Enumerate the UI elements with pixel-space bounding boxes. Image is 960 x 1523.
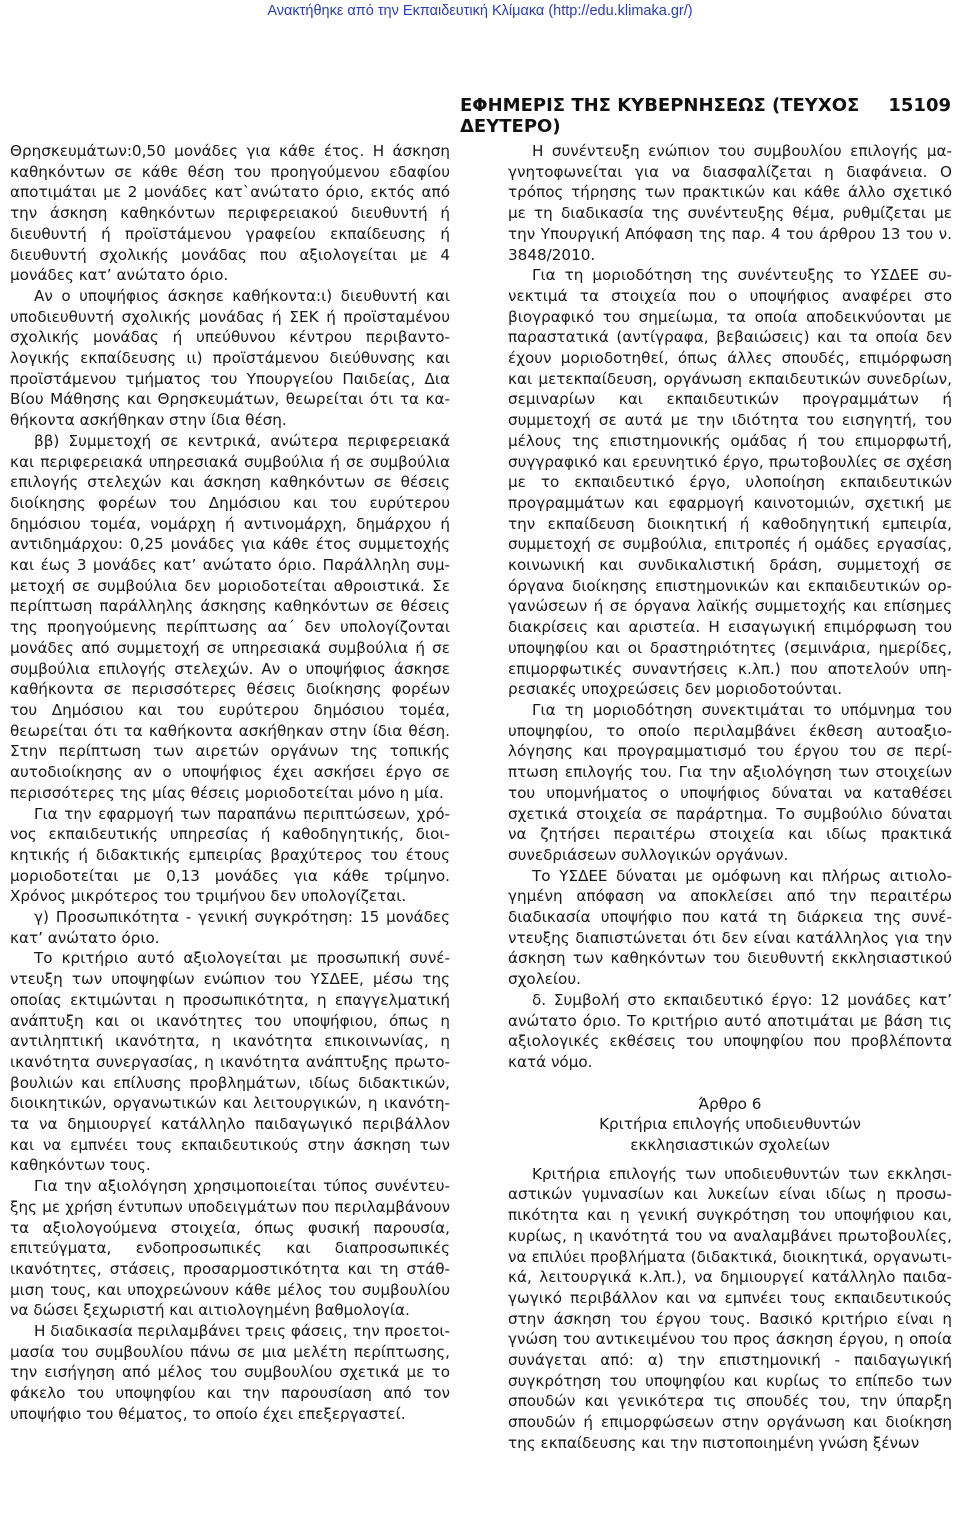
paragraph: Το ΥΣΔΕΕ δύναται με ομόφωνη και πλήρως αιτιολογημένη απόφαση να αποκλείσει από την περαιτέρω διαδικασία υποψήφιο που κατά τη διάρκεια της συνέντευξης διαπιστώνεται ότι δεν είναι κατάλληλος για την άσκηση των καθηκόντων του διευθυντή εκκλησιαστικού σχολείου. bbox=[508, 866, 952, 989]
paragraph: δ. Συμβολή στο εκπαιδευτικό έργο: 12 μονάδες κατ’ ανώτατο όριο. Το κριτήριο αυτό αποτιμάται με βάση τις αξιολογικές εκθέσεις του υποψηφίου που προβλέποντα κατά νόμο. bbox=[508, 990, 952, 1071]
page-number: 15109 bbox=[888, 95, 951, 116]
paragraph: Για τη μοριοδότηση συνεκτιμάται το υπόμνημα του υποψηφίου, το οποίο περιλαμβάνει έκθεση αυτοαξιολόγησης και προγραμματισμό του έργου του σε περίπτωση επιλογής του. Για την αξιολόγηση των στοιχείων του υπομνήματος ο υποψήφιος δύναται να καταθέσει σχετικά στοιχεία σε παράρτημα. Το συμβούλιο δύναται να ζητήσει περαιτέρω στοιχεία και ιδίως πρακτικά συνεδριάσεων συλλογικών οργάνων. bbox=[508, 700, 952, 864]
paragraph: γ) Προσωπικότητα - γενική συγκρότηση: 15 μονάδες κατ’ ανώτατο όριο. bbox=[10, 908, 450, 947]
paragraph: Για την αξιολόγηση χρησιμοποιείται τύπος συνέντευξης με χρήση έντυπων υποδειγμάτων που περιλαμβάνουν τα αξιολογούμενα στοιχεία, όπως φυσική παρουσία, επιτεύγματα, ενδοπροσωπικές και διαπροσωπικές ικανότητες, στάσεις, προσαρμοστικότητα και τη στάθμιση τους, και υποχρεώνουν κάθε μέλος του συμβουλίου να δώσει ξεχωριστή και αιτιολογημένη βαθμολογία. bbox=[10, 1177, 450, 1320]
source-line: Ανακτήθηκε από την Εκπαιδευτική Κλίμακα (http://edu.klimaka.gr/) bbox=[267, 3, 693, 19]
paragraph: ββ) Συμμετοχή σε κεντρικά, ανώτερα περιφερειακά και περιφερειακά υπηρεσιακά συμβούλια ή σε συμβούλια επιλογής στελεχών και άσκηση καθηκόντων σε θέσεις διοίκησης φορέων του Δημόσιου και του ευρύτερου δημόσιου τομέα, νομάρχη ή αντινομάρχη, δημάρχου ή αντιδημάρχου: 0,25 μονάδες για κάθε έτος συμμετοχής και έως 3 μονάδες κατ’ ανώτατο όριο. Παράλληλη συμμετοχή σε συμβούλια δεν μοριοδοτείται αθροιστικά. Σε περίπτωση παράλληλης άσκησης καθηκόντων σε θέσεις της προηγούμενης περίπτωσης αα΄ δεν υπολογίζονται μονάδες από συμμετοχή σε υπηρεσιακά συμβούλια ή σε συμβούλια επιλογής στελεχών. Αν ο υποψήφιος άσκησε καθήκοντα σε περισσότερες θέσεις διοίκησης φορέων του Δημόσιου και του ευρύτερου δημόσιου τομέα, θεωρείται ότι τα καθήκοντα ασκήθηκαν στην ίδια θέση. Στην περίπτωση των αιρετών οργάνων της τοπικής αυτοδιοίκησης αν ο υποψήφιος έχει ασκήσει έργο σε περισσότερες της μίας θέσεις μοριοδοτείται μόνο η μία. bbox=[10, 431, 450, 802]
spacer bbox=[508, 1156, 952, 1164]
paragraph: Για την εφαρμογή των παραπάνω περιπτώσεων, χρόνος εκπαιδευτικής υπηρεσίας ή καθοδηγητικής, διοικητικής ή διδακτικής εμπειρίας βραχύτερος του έτους μοριοδοτείται με 0,13 μονάδες για κάθε τρίμηνο. Χρόνος μικρότερος του τριμήνου δεν υπολογίζεται. bbox=[10, 804, 450, 906]
gazette-title: ΕΦΗΜΕΡΙΣ ΤΗΣ ΚΥΒΕΡΝΗΣΕΩΣ (ΤΕΥΧΟΣ ΔΕΥΤΕΡΟ) bbox=[460, 95, 860, 137]
article-body: Κριτήρια επιλογής των υποδιευθυντών των εκκλησιαστικών γυμνασίων και λυκείων είναι ιδίως η προσωπικότητα και η γενική συγκρότηση του υποψήφιου και, κυρίως, η ικανότητά του να αναλαμβάνει πρωτοβουλίες, να επιλύει προβλήματα (διδακτικά, διοικητικά, οργανωτικά, λειτουργικά κ.λπ.), να δημιουργεί κατάλληλο παιδαγωγικό περιβάλλον και να εμπνέει τους εκπαιδευτικούς στην άσκηση του έργου τους. Βασικό κριτήριο είναι η γνώση του αντικειμένου του προς άσκηση έργου, η οποία συνάγεται από: α) την επιστημονική - παιδαγωγική συγκρότηση του υποψηφίου και κυρίως το επίπεδο των σπουδών και γενικότερα τις σπουδές του, την ύπαρξη σπουδών ή επιμορφώσεων στην οργάνωση και διοίκηση της εκπαίδευσης και την πιστοποιημένη γνώση ξένων bbox=[508, 1164, 952, 1452]
paragraph: Η διαδικασία περιλαμβάνει τρεις φάσεις, την προετοιμασία του συμβουλίου πάνω σε μια μελέτη περίπτωσης, την εισήγηση από μέλος του συμβουλίου σχετικά με το φάκελο του υποψηφίου και την παρουσίαση από τον υποψήφιο του θέματος, το οποίο έχει επεξεργαστεί. bbox=[10, 1322, 450, 1423]
paragraph: Θρησκευμάτων:0,50 μονάδες για κάθε έτος. Η άσκηση καθηκόντων σε κάθε θέση του προηγούμενου εδαφίου αποτιμάται με 2 μονάδες κατ`ανώτατο όριο, εκτός από την άσκηση καθηκόντων περιφερειακού διευθυντή ή διευθυντή ή προϊστάμενου γραφείου εκπαίδευσης ή διευθυντή σχολικής μονάδας που αξιολογείται με 4 μονάδες κατ’ ανώτατο όριο. bbox=[10, 142, 450, 285]
paragraph: Η συνέντευξη ενώπιον του συμβουλίου επιλογής μαγνητοφωνείται για να διασφαλίζεται η διαφάνεια. Ο τρόπος τήρησης των πρακτικών και κάθε άλλο σχετικό με τη διαδικασία της συνέντευξης θέμα, ρυθμίζεται με την Υπουργική Απόφαση της παρ. 4 του άρθρου 13 του ν. 3848/2010. bbox=[508, 142, 952, 264]
paragraph: Αν ο υποψήφιος άσκησε καθήκοντα:ι) διευθυντή και υποδιευθυντή σχολικής μονάδας ή ΣΕΚ ή προϊσταμένου σχολικής μονάδας ή υπεύθυνου κέντρου περιβαντολογικής εκπαίδευσης ιι) προϊστάμενου διεύθυνσης και προϊστάμενου τμήματος του Υπουργείου Παιδείας, Δια Βίου Μάθησης και Θρησκευμάτων, θεωρείται ότι τα καθήκοντα ασκήθηκαν στην ίδια θέση. bbox=[10, 286, 450, 430]
article-number: Άρθρο 6 bbox=[698, 1094, 762, 1113]
article-title-line: Κριτήρια επιλογής υποδιευθυντών bbox=[599, 1115, 861, 1134]
article-title-line: εκκλησιαστικών σχολείων bbox=[630, 1136, 830, 1155]
paragraph: Για τη μοριοδότηση της συνέντευξης το ΥΣΔΕΕ συνεκτιμά τα στοιχεία που ο υποψήφιος αναφέρει στο βιογραφικό του σημείωμα, τα οποία αποδεικνύονται με παραστατικά (αντίγραφα, βεβαιώσεις) και τα οποία δεν έχουν μοριοδοτηθεί, όπως άλλες σπουδές, επιμόρφωση και μετεκπαίδευση, οργάνωση εκπαιδευτικών συνεδρίων, σεμιναρίων και εκπαιδευτικών προγραμμάτων ή συμμετοχή σε αυτά με την ιδιότητα του εισηγητή, του μέλους της επιστημονικής ομάδας ή του επιμορφωτή, συγγραφικό και ερευνητικό έργο, πρωτοβουλίες σε σχέση με το εκπαιδευτικό έργο, υλοποίηση εκπαιδευτικών προγραμμάτων και εφαρμογή καινοτομιών, σχετική με την εκπαίδευση διοικητική ή καθοδηγητική εμπειρία, συμμετοχή σε συμβούλια, επιτροπές ή ομάδες εργασίας, κοινωνική και συνδικαλιστική δράση, συμμετοχή σε όργανα διοίκησης επιστημονικών και εκπαιδευτικών οργανώσεων ή σε όργανα λαϊκής συμμετοχής και επίσημες διακρίσεις και αριστεία. Η εισαγωγική επιμόρφωση του υποψηφίου και οι δραστηριότητες (σεμινάρια, ημερίδες, επιμορφωτικές συναντήσεις κ.λπ.) που αποτελούν υπηρεσιακές υποχρεώσεις δεν μοριοδοτούνται. bbox=[508, 266, 952, 699]
spacer bbox=[508, 1073, 952, 1094]
left-column bbox=[10, 141, 450, 1425]
paragraph: Το κριτήριο αυτό αξιολογείται με προσωπική συνέντευξη των υποψηφίων ενώπιον του ΥΣΔΕΕ, μέσω της οποίας εκτιμώνται η προσωπικότητα, η επαγγελματική ανάπτυξη και οι ικανότητες του υποψήφιου, όπως η αντιληπτική ικανότητα, η ικανότητα επικοινωνίας, η ικανότητα συνεργασίας, η ικανότητα ανάπτυξης πρωτοβουλιών και επίλυσης προβλημάτων, ιδίως διδακτικών, διοικητικών, οργανωτικών και λειτουργικών, η ικανότητα να δημιουργεί κατάλληλο παιδαγωγικό περιβάλλον και να εμπνέει τους εκπαιδευτικούς στην άσκηση των καθηκόντων τους. bbox=[10, 949, 450, 1175]
running-header bbox=[0, 91, 960, 137]
right-column bbox=[508, 141, 952, 1454]
